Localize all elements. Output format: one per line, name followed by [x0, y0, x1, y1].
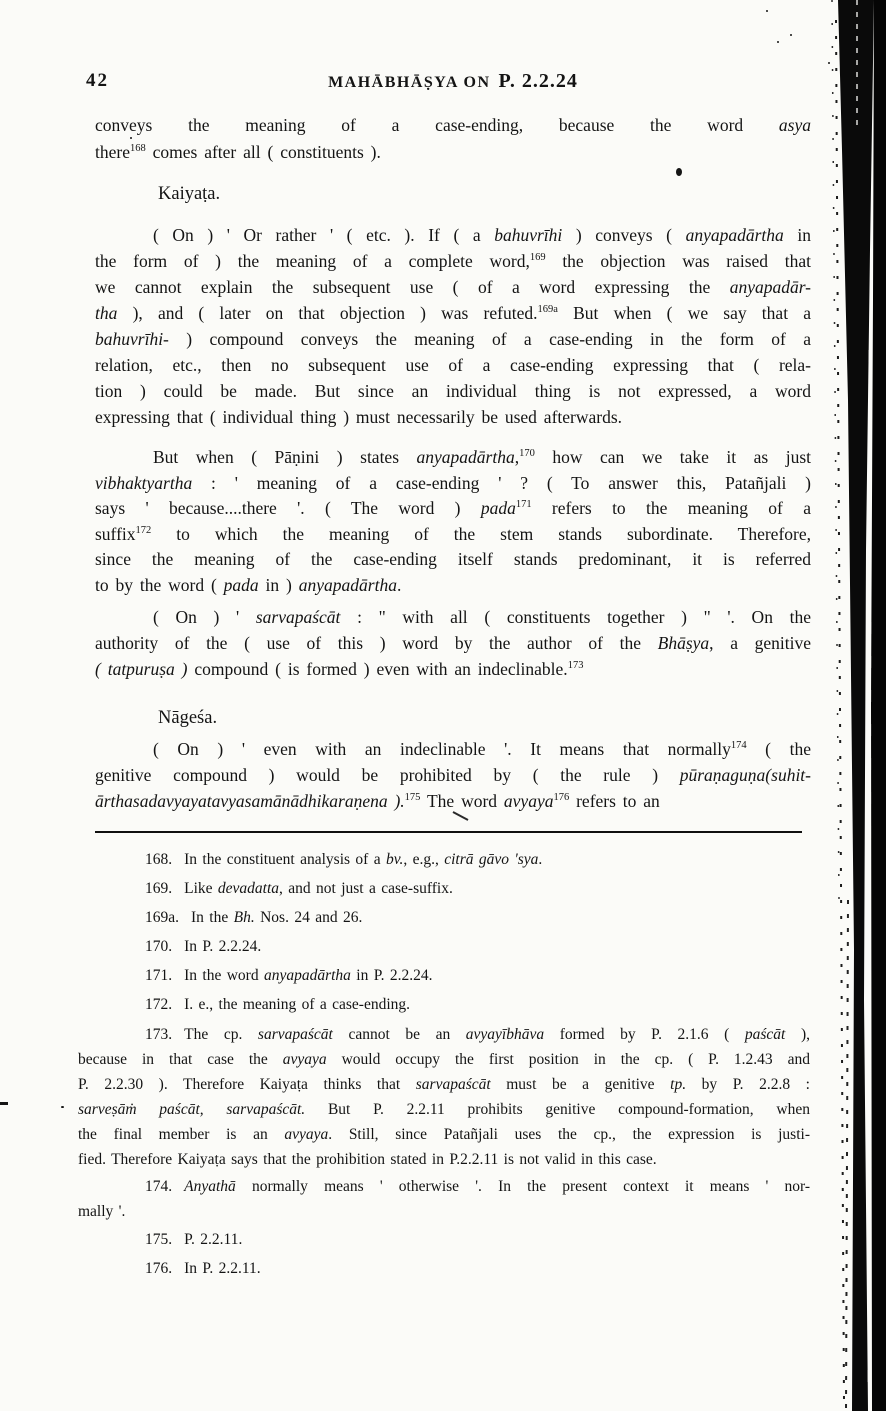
text-line: ( On ) ' sarvapaścāt : " with all ( constituents together ) " '. On the: [153, 607, 811, 627]
text-line: since the meaning of the case-ending itself stands predominant, it is referred: [95, 549, 811, 569]
text-line: the final member is an avyaya. Still, since Patañjali uses the cp., the expression is justi-: [78, 1126, 810, 1143]
text-line: But when ( Pāṇini ) states anyapadārtha,$^{170}$ how can we take it as just: [153, 447, 812, 467]
text-line: mally '.: [78, 1203, 126, 1220]
section-heading-kaiyata: Kaiyaṭa.: [158, 184, 221, 204]
footnote: [78, 935, 810, 959]
text-line: suffix$^{172}$ to which the meaning of the stem stands subordinate. Therefore,: [95, 523, 811, 544]
text-line: sarveṣāṁ paścāt, sarvapaścāt. But P. 2.2.11 prohibits genitive compound-formation, when: [78, 1101, 810, 1118]
running-title-text: MAHĀBHĀṢYA ON: [328, 74, 491, 91]
text-line: 170. In P. 2.2.24.: [145, 938, 262, 955]
text-line: conveys the meaning of a case-ending, because the word asya: [95, 115, 811, 135]
ink-speck: [790, 34, 792, 36]
text-line: ( On ) ' even with an indeclinable '. It means that normally$^{174}$ ( the: [153, 739, 811, 759]
text-line: P. 2.2.30 ). Therefore Kaiyaṭa thinks that sarvapaścāt must be a genitive tp. by P. 2.2.8 :: [78, 1076, 810, 1093]
text-line: ( tatpuruṣa ) compound ( is formed ) even with an indeclinable.$^{173}$: [95, 659, 584, 679]
text-line: tha ), and ( later on that objection ) was refuted.$^{169a}$ But when ( we say that a: [95, 303, 812, 323]
text-line: expressing that ( individual thing ) must necessarily be used afterwards.: [95, 407, 623, 427]
footnote-separator-rule: [95, 831, 802, 833]
text-line: bahuvrīhi- ) compound conveys the meaning of a case-ending in the form of a: [95, 329, 811, 349]
footnote: [78, 848, 810, 872]
text-line: 174. Anyathā normally means ' otherwise '. In the present context it means ' nor-: [145, 1178, 810, 1195]
scan-binding-shadow: [830, 0, 886, 1411]
footnote: [78, 1257, 810, 1281]
text-line: we cannot explain the subsequent use ( of a word expressing the anyapadār-: [95, 277, 811, 297]
text-line: 168. In the constituent analysis of a bv., e.g., citrā gāvo 'sya.: [145, 851, 543, 868]
footnote: [78, 1228, 810, 1252]
footnote: [78, 906, 810, 930]
footnote: [78, 993, 810, 1017]
text-line: fied. Therefore Kaiyaṭa says that the prohibition stated in P.2.2.11 is not valid in this case.: [78, 1151, 657, 1168]
ink-speck: [828, 62, 830, 64]
text-line: ( On ) ' Or rather ' ( etc. ). If ( a bahuvrīhi ) conveys ( anyapadārtha in: [153, 225, 811, 245]
page-number: 42: [86, 70, 109, 91]
body-paragraph: [95, 736, 811, 814]
body-paragraph: [95, 222, 811, 430]
footnote: [78, 964, 810, 988]
footnote: [78, 877, 810, 901]
ink-speck: [766, 10, 768, 12]
text-line: to by the word ( pada in ) anyapadārtha.: [95, 574, 402, 595]
edge-mark: [0, 1102, 8, 1105]
text-line: because in that case the avyaya would occupy the first position in the cp. ( P. 1.2.43 and: [78, 1051, 810, 1068]
text-line: relation, etc., then no subsequent use of a case-ending expressing that ( rela-: [95, 355, 811, 375]
ink-blot: [676, 168, 682, 176]
text-line: authority of the ( use of this ) word by the author of the Bhāṣya, a genitive: [95, 633, 811, 653]
text-line: 173. The cp. sarvapaścāt cannot be an avyayībhāva formed by P. 2.1.6 ( paścāt ),: [145, 1026, 810, 1043]
running-title-ref: P. 2.2.24: [498, 70, 578, 92]
text-line: genitive compound ) would be prohibited by ( the rule ) pūraṇaguṇa(suhit-: [95, 765, 811, 785]
text-line: vibhaktyartha : ' meaning of a case-ending ' ? ( To answer this, Patañjali ): [95, 472, 811, 493]
ink-speck: [777, 41, 779, 43]
section-heading-nagesa: Nāgeśa.: [158, 708, 218, 728]
text-line: 172. I. e., the meaning of a case-ending.: [145, 996, 411, 1013]
ink-speck: [61, 1106, 64, 1108]
text-line: the form of ) the meaning of a complete word,$^{169}$ the objection was raised that: [95, 251, 811, 271]
text-line: 176. In P. 2.2.11.: [145, 1260, 261, 1277]
text-line: 171. In the word anyapadārtha in P. 2.2.24.: [145, 967, 433, 984]
ink-speck: [130, 137, 132, 139]
text-line: 175. P. 2.2.11.: [145, 1231, 243, 1248]
text-line: 169a. In the Bh. Nos. 24 and 26.: [145, 909, 363, 926]
footnotes-block: [78, 848, 810, 1286]
footnote: [78, 1022, 810, 1172]
body-paragraph-continuation: [95, 112, 811, 166]
running-title: [95, 70, 811, 93]
text-line: tion ) could be made. But since an individual thing is not expressed, a word: [95, 381, 811, 401]
text-line: 169. Like devadatta, and not just a case-suffix.: [145, 880, 453, 897]
body-paragraph: [95, 604, 811, 682]
text-line: ārthasadavyayatavyasamānādhikaraṇena ).$^{175}$ The word avyaya$^{176}$ refers to an: [95, 791, 660, 811]
body-paragraph: [95, 445, 811, 598]
footnote: [78, 1174, 810, 1224]
text-line: says ' because....there '. ( The word ) pada$^{171}$ refers to the meaning of a: [95, 498, 811, 518]
text-line: there$^{168}$ comes after all ( constituents ).: [95, 142, 381, 162]
